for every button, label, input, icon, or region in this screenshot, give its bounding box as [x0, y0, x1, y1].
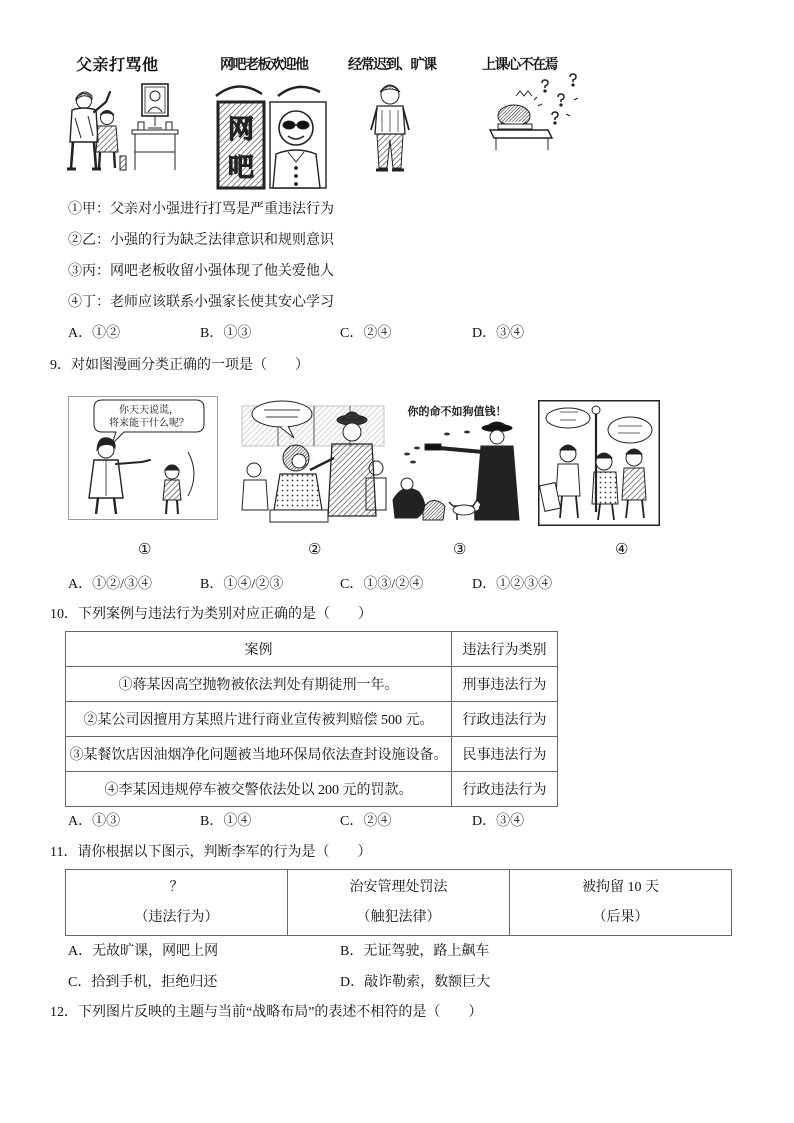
q8-statement-3: ③丙：网吧老板收留小强体现了他关爱他人 [68, 264, 334, 279]
table-cell-case: ④李某因违规停车被交警依法处以 200 元的罚款。 [66, 772, 452, 807]
table-row [66, 702, 558, 737]
table-cell-case: ①蒋某因高空抛物被依法判处有期徒刑一年。 [66, 667, 452, 702]
adult-pointing-figure [89, 438, 150, 514]
q8-statement-1: ①甲：父亲对小强进行打骂是严重违法行为 [68, 202, 334, 217]
table-header-case: 案例 [66, 632, 452, 667]
cartoon-caption-father: 父亲打骂他 [76, 55, 159, 74]
bubble-line-2: 将来能干什么呢？ [109, 418, 189, 429]
q10-option-c[interactable]: C．②④ [340, 814, 392, 829]
child-figure [163, 452, 194, 514]
q9-cartoon-4 [538, 400, 660, 526]
q9-cartoon-1 [68, 396, 218, 520]
q9-cartoon-label-1: ① [138, 542, 152, 558]
cartoon-caption-late: 经常迟到、旷课 [348, 57, 436, 73]
q8-option-a[interactable]: A．①② [68, 326, 121, 341]
q8-statement-4: ④丁：老师应该联系小强家长使其安心学习 [68, 295, 334, 310]
victims-group [393, 478, 445, 520]
q9-cartoon-label-2: ② [308, 542, 322, 558]
diagram-cell-behavior [66, 870, 288, 936]
table-cell-category: 行政违法行为 [452, 702, 558, 737]
q9-cartoon-3 [387, 398, 533, 528]
diagram-consequence-bottom: （后果） [592, 909, 649, 925]
table-cell-category: 民事违法行为 [452, 737, 558, 772]
q9-cartoon-label-3: ③ [453, 542, 467, 558]
q10-option-d[interactable]: D．③④ [472, 814, 525, 829]
sign-char-1: 网 [227, 115, 255, 145]
q8-option-d[interactable]: D．③④ [472, 326, 525, 341]
diagram-consequence-top: 被拘留 10 天 [582, 879, 659, 895]
woman-figure [270, 445, 328, 522]
q8-option-c[interactable]: C．②④ [340, 326, 392, 341]
cartoon-father-scolding [64, 78, 184, 174]
q10-stem: 10．下列案例与违法行为类别对应正确的是（ ） [50, 607, 372, 622]
q11-option-c[interactable]: C．拾到手机，拒绝归还 [68, 975, 218, 990]
q11-option-b[interactable]: B．无证驾驶，路上飙车 [340, 944, 490, 959]
diagram-behavior-bottom: （违法行为） [134, 909, 219, 925]
q11-diagram-table [65, 869, 732, 936]
cartoon-caption-distracted: 上课心不在焉 [482, 57, 557, 73]
diagram-behavior-top: ？ [169, 879, 184, 895]
cartoon-3-title: 你的命不如狗值钱！ [407, 405, 507, 418]
table-cell-case: ③某餐饮店因油烟净化问题被当地环保局依法查封设施设备。 [66, 737, 452, 772]
q12-stem: 12．下列图片反映的主题与当前“战略布局”的表述不相符的是（ ） [50, 1005, 483, 1020]
q8-option-b[interactable]: B．①③ [200, 326, 252, 341]
owner-with-sunglasses [270, 102, 326, 188]
diagram-cell-law [288, 870, 510, 936]
q10-option-b[interactable]: B．①④ [200, 814, 252, 829]
standing-boy [371, 85, 409, 170]
speech-bubble [94, 400, 204, 444]
table-row [66, 772, 558, 807]
q8-statement-2: ②乙：小强的行为缺乏法律意识和规则意识 [68, 233, 334, 248]
q10-option-a[interactable]: A．①③ [68, 814, 121, 829]
cartoon-distracted-student [486, 66, 582, 152]
table-header-row [66, 632, 558, 667]
q9-option-b[interactable]: B．①④/②③ [200, 577, 284, 592]
cartoon-caption-netcafe: 网吧老板欢迎他 [220, 57, 308, 73]
table-cell-case: ②某公司因擅用方某照片进行商业宣传被判赔偿 500 元。 [66, 702, 452, 737]
q10-table [65, 631, 558, 807]
diagram-cell-consequence [510, 870, 732, 936]
student-at-desk [490, 105, 552, 150]
diagram-law-top: 治安管理处罚法 [349, 879, 448, 895]
q11-option-d[interactable]: D．敲诈勒索，数额巨大 [340, 975, 491, 990]
sign-char-2: 吧 [227, 153, 255, 183]
bubble-line-1: 你天天说谎， [119, 405, 179, 416]
diagram-row [66, 870, 732, 936]
q9-cartoon-2 [240, 398, 386, 528]
boy-figure [96, 111, 118, 169]
q9-option-c[interactable]: C．①③/②④ [340, 577, 424, 592]
table-row [66, 667, 558, 702]
q11-option-a[interactable]: A．无故旷课，网吧上网 [68, 944, 219, 959]
q11-stem: 11．请你根据以下图示，判断李军的行为是（ ） [50, 845, 372, 860]
q9-cartoon-label-4: ④ [615, 542, 629, 558]
q9-option-a[interactable]: A．①②/③④ [68, 577, 152, 592]
table-row [66, 737, 558, 772]
q9-stem: 9．对如图漫画分类正确的一项是（ ） [50, 358, 309, 373]
diagram-law-bottom: （触犯法律） [356, 909, 441, 925]
cartoon-late-student [362, 78, 418, 174]
table-with-portrait [120, 84, 178, 170]
table-header-category: 违法行为类别 [452, 632, 558, 667]
table-cell-category: 刑事违法行为 [452, 667, 558, 702]
cartoon-netcafe-owner [212, 76, 328, 190]
table-cell-category: 行政违法行为 [452, 772, 558, 807]
q9-option-d[interactable]: D．①②③④ [472, 577, 553, 592]
